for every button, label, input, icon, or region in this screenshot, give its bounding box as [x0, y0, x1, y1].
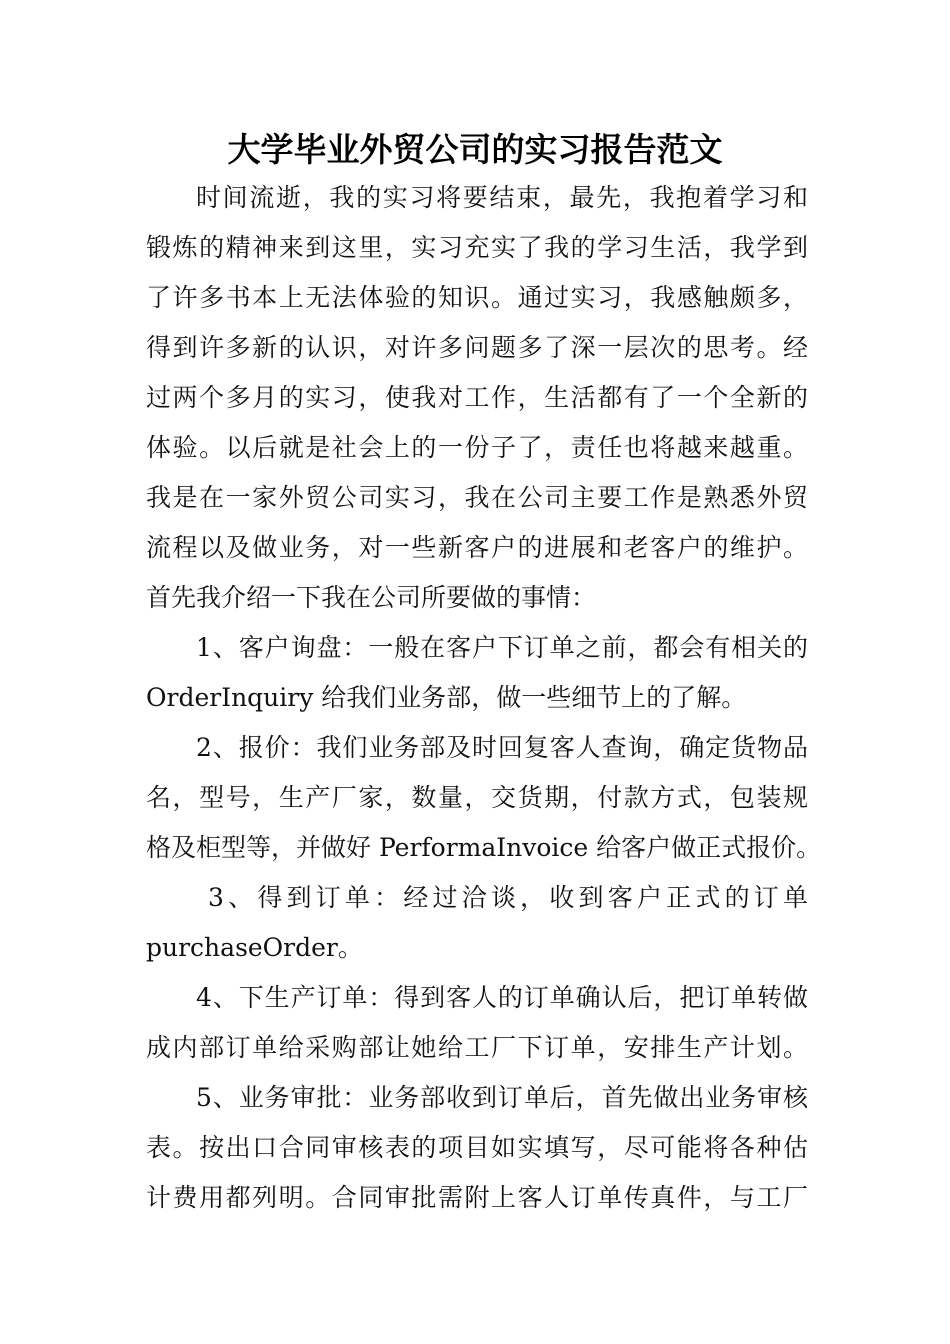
body-line: 过两个多月的实习，使我对工作，生活都有了一个全新的 [146, 383, 808, 412]
body-line: 5、业务审批：业务部收到订单后，首先做出业务审核 [196, 1083, 808, 1112]
body-line: 4、下生产订单：得到客人的订单确认后，把订单转做 [196, 983, 808, 1012]
body-line: 首先我介绍一下我在公司所要做的事情： [146, 583, 597, 612]
body-line: 名，型号，生产厂家，数量，交货期，付款方式，包装规 [146, 783, 808, 812]
body-line: 格及柜型等，并做好 PerformaInvoice 给客户做正式报价。 [146, 833, 822, 862]
body-line: 3、得到订单：经过洽谈，收到客户正式的订单 [208, 883, 808, 912]
document-title: 大学毕业外贸公司的实习报告范文 [227, 130, 723, 169]
body-line: purchaseOrder。 [146, 933, 363, 962]
body-line: 成内部订单给采购部让她给工厂下订单，安排生产计划。 [146, 1033, 808, 1062]
body-line: 时间流逝，我的实习将要结束，最先，我抱着学习和 [196, 183, 808, 212]
body-line: 计费用都列明。合同审批需附上客人订单传真件，与工厂 [146, 1183, 808, 1212]
document-body [146, 173, 822, 1223]
body-line: 锻炼的精神来到这里，实习充实了我的学习生活，我学到 [146, 233, 808, 262]
body-line: 体验。以后就是社会上的一份子了，责任也将越来越重。 [146, 433, 808, 462]
body-line: 得到许多新的认识，对许多问题多了深一层次的思考。经 [146, 333, 808, 362]
body-line: 流程以及做业务，对一些新客户的进展和老客户的维护。 [146, 533, 808, 562]
body-line: 1、客户询盘：一般在客户下订单之前，都会有相关的 [196, 633, 808, 662]
body-line: 了许多书本上无法体验的知识。通过实习，我感触颇多， [146, 283, 808, 312]
body-line: 我是在一家外贸公司实习，我在公司主要工作是熟悉外贸 [146, 483, 808, 512]
body-line: 表。按出口合同审核表的项目如实填写，尽可能将各种估 [146, 1133, 808, 1162]
body-line: OrderInquiry 给我们业务部，做一些细节上的了解。 [146, 683, 747, 712]
body-line: 2、报价：我们业务部及时回复客人查询，确定货物品 [196, 733, 808, 762]
